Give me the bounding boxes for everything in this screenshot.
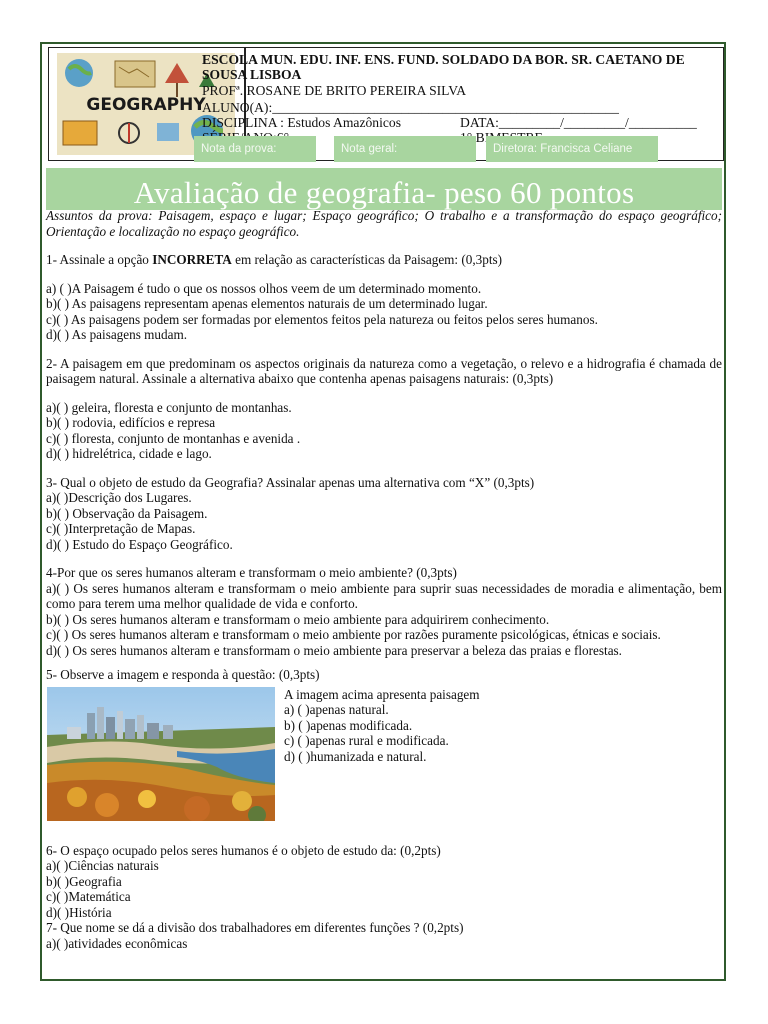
q4-option-d[interactable]: d)( ) Os seres humanos alteram e transformam o meio ambiente para preservar a beleza das praias e florestas. [46, 642, 622, 658]
q3-option-c[interactable]: c)( )Interpretação de Mapas. [46, 521, 196, 536]
q1-option-c[interactable]: c)( ) As paisagens podem ser formadas por elementos feitos pela natureza ou feitos pelos seres humanos. [46, 311, 598, 327]
q2-option-b[interactable]: b)( ) rodovia, edifícios e represa [46, 415, 216, 430]
question-3: 3- Qual o objeto de estudo da Geografia? Assinalar apenas uma alternativa com “X” (0,3pts) [46, 474, 535, 490]
teacher-name: PROFª. ROSANE DE BRITO PEREIRA SILVA [202, 83, 467, 98]
q5-prompt: A imagem acima apresenta paisagem [284, 686, 480, 702]
q6-option-a[interactable]: a)( )Ciências naturais [46, 858, 159, 873]
q1-option-d[interactable]: d)( ) As paisagens mudam. [46, 327, 188, 342]
director-label: Diretora: Francisca Celiane [486, 136, 658, 162]
q3-option-d[interactable]: d)( ) Estudo do Espaço Geográfico. [46, 536, 233, 552]
q1-option-a[interactable]: a) ( )A Paisagem é tudo o que os nossos olhos veem de um determinado momento. [46, 280, 482, 296]
q4-option-c[interactable]: c)( ) Os seres humanos alteram e transformam o meio ambiente por razões puramente psicológicas, étnicas e sociais. [46, 627, 661, 642]
exam-grade-field[interactable]: Nota da prova: [194, 136, 316, 162]
page-title: Avaliação de geografia- peso 60 pontos [133, 175, 635, 210]
q1-option-b[interactable]: b)( ) As paisagens representam apenas elementos naturais de um determinado lugar. [46, 296, 488, 311]
q5-option-a[interactable]: a) ( )apenas natural. [284, 702, 389, 717]
logo-text: GEOGRAPHY [86, 95, 206, 115]
question-5: 5- Observe a imagem e responda à questão: (0,3pts) [46, 667, 320, 682]
overall-grade-field[interactable]: Nota geral: [334, 136, 476, 162]
q5-options [284, 687, 480, 765]
q6-option-b[interactable]: b)( )Geografia [46, 873, 122, 889]
q2-option-a[interactable]: a)( ) geleira, floresta e conjunto de montanhas. [46, 399, 292, 415]
q5-option-d[interactable]: d) ( )humanizada e natural. [284, 748, 427, 764]
student-field[interactable]: ALUNO(A):___________________________________________________ [202, 100, 619, 115]
question-6: 6- O espaço ocupado pelos seres humanos é o objeto de estudo da: (0,2pts) [46, 842, 441, 858]
school-name: ESCOLA MUN. EDU. INF. ENS. FUND. SOLDADO DA BOR. SR. CAETANO DE SOUSA LISBOA [202, 52, 685, 82]
q6-option-c[interactable]: c)( )Matemática [46, 889, 131, 904]
q2-option-c[interactable]: c)( ) floresta, conjunto de montanhas e avenida . [46, 430, 301, 446]
exam-content [46, 208, 722, 951]
date-field[interactable]: DATA:_________/_________/__________ [460, 115, 697, 130]
q3-option-b[interactable]: b)( ) Observação da Paisagem. [46, 505, 208, 521]
discipline: DISCIPLINA : Estudos Amazônicos [202, 115, 401, 130]
q4-option-a[interactable]: a)( ) Os seres humanos alteram e transformam o meio ambiente para suprir suas necessidades de moradia e alimentação, bem como para terem uma melhor qualidade de vida e conforto. [46, 580, 722, 611]
city-landscape-photo [47, 687, 275, 821]
question-2: 2- A paisagem em que predominam os aspectos originais da natureza como a vegetação, o relevo e a hidrografia é chamada de paisagem natural. Assinale a alternativa abaixo que contenha apenas paisagens naturais: (0,3pts) [46, 355, 722, 386]
question-4: 4-Por que os seres humanos alteram e transformam o meio ambiente? (0,3pts) [46, 565, 457, 580]
title-banner [46, 168, 722, 210]
q5-block [46, 683, 722, 843]
header-table [48, 47, 724, 161]
q7-option-a[interactable]: a)( )atividades econômicas [46, 935, 188, 951]
exam-subjects: Assuntos da prova: Paisagem, espaço e lugar; Espaço geográfico; O trabalho e a transformação do espaço geográfico; Orientação e localização no espaço geográfico. [46, 208, 722, 239]
q5-option-b[interactable]: b) ( )apenas modificada. [284, 717, 413, 733]
question-1: 1- Assinale a opção INCORRETA em relação as características da Paisagem: (0,3pts) [46, 252, 503, 267]
q3-option-a[interactable]: a)( )Descrição dos Lugares. [46, 490, 192, 505]
q4-option-b[interactable]: b)( ) Os seres humanos alteram e transformam o meio ambiente para adquirirem conhecimento. [46, 611, 550, 627]
q5-option-c[interactable]: c) ( )apenas rural e modificada. [284, 733, 449, 748]
q2-option-d[interactable]: d)( ) hidrelétrica, cidade e lago. [46, 446, 212, 461]
question-7: 7- Que nome se dá a divisão dos trabalhadores em diferentes funções ? (0,2pts) [46, 920, 464, 935]
q6-option-d[interactable]: d)( )História [46, 904, 112, 920]
